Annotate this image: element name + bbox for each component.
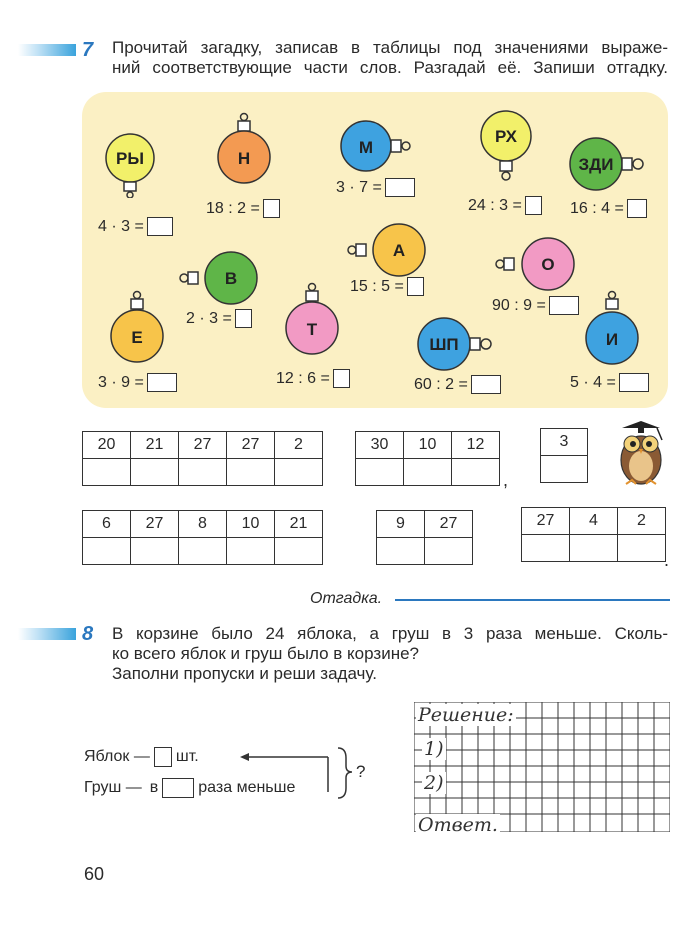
table-value-cell: 27 [179, 432, 227, 459]
ornament-label: РХ [494, 127, 518, 146]
pears-box[interactable] [162, 778, 194, 798]
expression-text: 4 · 3 = [98, 217, 144, 235]
table-value-cell: 8 [179, 511, 227, 538]
table-answer-cell[interactable] [356, 459, 404, 486]
answer-label-cursive: Ответ. [418, 814, 498, 836]
answer-box[interactable] [263, 199, 280, 218]
ornament-label: А [392, 241, 406, 260]
expression-text: 90 : 9 = [492, 296, 546, 314]
table-value-cell: 27 [131, 511, 179, 538]
answer-box[interactable] [235, 309, 252, 328]
apples-line [84, 747, 199, 767]
expression-text: 5 · 4 = [570, 373, 616, 391]
table-value-cell: 21 [131, 432, 179, 459]
table-value-cell: 27 [522, 508, 570, 535]
word-table-3 [540, 428, 588, 483]
table-answer-cell[interactable] [131, 538, 179, 565]
ornament-rh [476, 108, 536, 188]
table-value-cell: 21 [275, 511, 323, 538]
answer-box[interactable] [619, 373, 649, 392]
table-value-cell: 30 [356, 432, 404, 459]
table-answer-cell[interactable] [522, 535, 570, 562]
table-answer-cell[interactable] [131, 459, 179, 486]
table-answer-cell[interactable] [227, 459, 275, 486]
ornament-t [282, 282, 342, 366]
table-answer-cell[interactable] [425, 538, 473, 565]
ornament-i [582, 290, 642, 374]
task8-text-line2: ко всего яблок и груш было в корзине? [112, 644, 419, 663]
task8-text [112, 624, 668, 684]
expression-text: 15 : 5 = [350, 277, 404, 295]
expression [186, 309, 252, 328]
table-answer-cell[interactable] [275, 538, 323, 565]
expression [98, 373, 177, 392]
table-answer-cell[interactable] [83, 459, 131, 486]
task8-text-line3: Заполни пропуски и реши задачу. [112, 664, 377, 683]
ornament-label: И [605, 330, 619, 349]
ornament-ry [100, 128, 170, 198]
expression [570, 199, 647, 218]
table-value-cell: 6 [83, 511, 131, 538]
word-table-6 [521, 507, 666, 562]
ornament-n [212, 112, 276, 198]
table-answer-cell[interactable] [377, 538, 425, 565]
diagram-arrows [228, 744, 368, 804]
step2-label: 2) [424, 772, 444, 794]
table-answer-cell[interactable] [179, 538, 227, 565]
task7-text-line1: Прочитай загадку, записав в таблицы под значениями выраже- [112, 38, 668, 57]
apples-box[interactable] [154, 747, 172, 767]
table-answer-cell[interactable] [227, 538, 275, 565]
ornament-a [344, 222, 428, 278]
answer-box[interactable] [333, 369, 350, 388]
table-answer-cell[interactable] [404, 459, 452, 486]
expression [492, 296, 579, 315]
word-table-1 [82, 431, 323, 486]
ornament-e [108, 290, 166, 370]
ornament-label: В [224, 269, 238, 288]
table-value-cell: 10 [227, 511, 275, 538]
table-value-cell: 3 [541, 429, 588, 456]
expression [570, 373, 649, 392]
ornament-label: ЗДИ [578, 155, 614, 174]
expression [276, 369, 350, 388]
answer-box[interactable] [471, 375, 501, 394]
expression-text: 3 · 9 = [98, 373, 144, 391]
pears-in: в [149, 779, 159, 796]
ornament-label: ШП [429, 335, 459, 354]
apples-unit: шт. [175, 748, 199, 765]
task7-number: 7 [82, 39, 94, 61]
ornament-o [492, 236, 576, 292]
table-answer-cell[interactable] [618, 535, 666, 562]
expression-text: 24 : 3 = [468, 196, 522, 214]
page-number: 60 [84, 864, 105, 884]
ornament-label: Е [131, 328, 143, 347]
answer-box[interactable] [407, 277, 424, 296]
owl-illustration [612, 418, 670, 488]
answer-box[interactable] [385, 178, 415, 197]
table-answer-cell[interactable] [179, 459, 227, 486]
answer-label: Отгадка. [310, 590, 383, 607]
expression [206, 199, 280, 218]
table-value-cell: 10 [404, 432, 452, 459]
expression-text: 60 : 2 = [414, 375, 468, 393]
answer-box[interactable] [627, 199, 647, 218]
ornament-shp [414, 316, 504, 372]
table-value-cell: 27 [425, 511, 473, 538]
expression-text: 2 · 3 = [186, 309, 232, 327]
table-value-cell: 4 [570, 508, 618, 535]
expression-text: 3 · 7 = [336, 178, 382, 196]
pears-label: Груш — [84, 779, 142, 796]
task8-stripe [18, 628, 76, 640]
task8-number: 8 [82, 623, 94, 645]
expression [468, 196, 542, 215]
period: . [664, 550, 670, 570]
ornament-label: Н [237, 149, 251, 168]
solution-label: Решение: [418, 704, 514, 726]
table-answer-cell[interactable] [570, 535, 618, 562]
expression [98, 217, 173, 236]
apples-label: Яблок — [84, 748, 150, 765]
expression [414, 375, 501, 394]
expression-text: 18 : 2 = [206, 199, 260, 217]
question-mark: ? [356, 762, 366, 781]
task7-text [112, 38, 668, 78]
step1-label: 1) [424, 738, 444, 760]
ornament-label: Т [306, 320, 318, 339]
word-table-4 [82, 510, 323, 565]
table-value-cell: 9 [377, 511, 425, 538]
table-answer-cell[interactable] [83, 538, 131, 565]
expression-text: 16 : 4 = [570, 199, 624, 217]
answer-box[interactable] [147, 217, 173, 236]
word-table-2 [355, 431, 500, 486]
ornament-v [176, 250, 262, 306]
table-value-cell: 27 [227, 432, 275, 459]
ornament-label: О [541, 255, 555, 274]
table-value-cell: 2 [618, 508, 666, 535]
comma: , [503, 470, 509, 490]
task7-stripe [18, 44, 76, 56]
task8-text-line1: В корзине было 24 яблока, а груш в 3 раза меньше. Сколь- [112, 624, 668, 643]
ornament-label: РЫ [116, 149, 144, 168]
expression [350, 277, 424, 296]
pears-less: раза меньше [198, 779, 296, 796]
word-table-5 [376, 510, 473, 565]
task7-text-line2: ний соответствующие части слов. Разгадай её. Запиши отгадку. [112, 58, 668, 77]
table-answer-cell[interactable] [541, 456, 588, 483]
table-answer-cell[interactable] [275, 459, 323, 486]
answer-box[interactable] [147, 373, 177, 392]
ornament-label: М [358, 138, 374, 157]
table-value-cell: 2 [275, 432, 323, 459]
expression-text: 12 : 6 = [276, 369, 330, 387]
ornament-m [338, 118, 420, 174]
table-answer-cell[interactable] [452, 459, 500, 486]
ornament-zdi [566, 136, 660, 192]
answer-box[interactable] [549, 296, 579, 315]
answer-line[interactable] [395, 599, 670, 601]
table-value-cell: 20 [83, 432, 131, 459]
expression [336, 178, 415, 197]
table-value-cell: 12 [452, 432, 500, 459]
answer-box[interactable] [525, 196, 542, 215]
